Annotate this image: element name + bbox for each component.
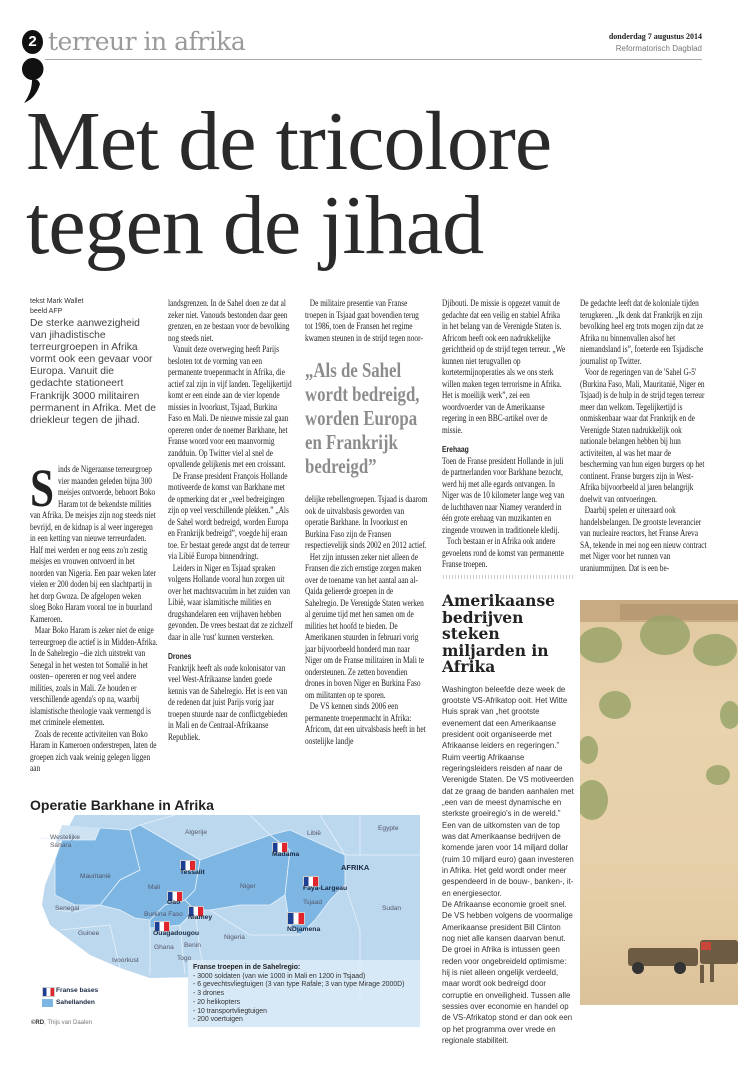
article-column-1	[30, 458, 158, 775]
base-madama: Madama	[272, 851, 300, 858]
map-label-ivoorkust: Ivoorkust	[112, 957, 139, 964]
base-gao: Gao	[167, 899, 181, 906]
legend-flag-icon	[42, 987, 55, 997]
paragraph: Voor de regeringen van de 'Sahel G-5' (Burkina Faso, Mali, Mauritanië, Niger en Tsjaad) is de hulp in de strijd tegen terreur meer dan welkom. Tegelijkertijd is onmiskenbaar waar dat Frankrijk en de Verenigde Staten nadrukkelijk ook nationale belangen hebben bij hun activiteiten, al was het maar de bescherming van hun eigen burgers op het continent. Franse burgers zijn in West-Afrika bijvoorbeeld al jaren belangrijk doelwit van ontvoeringen.	[580, 367, 705, 504]
paragraph: Toch bestaan er in Afrika ook andere gevoelens rond de komst van permanente Franse troepen.	[442, 536, 564, 569]
map-label-sudan: Sudan	[382, 905, 402, 912]
legend-sahellanden: Sahellanden	[56, 999, 95, 1006]
map-label-libie: Libië	[307, 830, 321, 837]
lede: De sterke aanwezigheid van jihadistische terreurgroepen in Afrika vormt ook een gevaar voor Europa. Vanuit die gedachte stationeert Frankrijk 3000 militairen permanent in Afrika. Met de driekleur tegen de jihad.	[30, 318, 156, 426]
troops-title: Franse troepen in de Sahelregio:	[193, 964, 301, 971]
base-faya-largeau: Faya-Largeau	[303, 885, 348, 892]
article-column-3	[305, 298, 428, 747]
map-label-westelijke-sahara: Westelijke Sahara	[50, 834, 80, 849]
paragraph: Daarbij spelen er uiteraard ook handelsbelangen. De grootste leverancier van nucleaire reactors, het Franse Areva SA, tekende in mei nog een nieuw contract met Niger voor het runnen van uraniummijnen. Dat is een be-	[580, 505, 707, 573]
troops-item: - 10 transportvliegtuigen	[193, 1007, 267, 1015]
paragraph: Maar Boko Haram is zeker niet de enige terreurgroep die actief is in Midden-Afrika. In de Sahelregio –die zich uitstrekt van Senegal in het westen tot Somalië in het oosten– opereren er nog veel andere milities, zoals in Mali. Ze houden er verschillende agenda's op na, waarbij islamistische theologie vaak vermengd is met criminele elementen.	[30, 625, 158, 727]
headline	[26, 95, 552, 272]
map-label-mali: Mali	[148, 884, 161, 891]
sidebar-paragraph: Washington beleefde deze week de grootste VS-Afrikatop ooit. Het Witte Huis sprak van „het grootste evenement dat een Amerikaanse president ooit organiseerde met Afrikaanse leiders en regeringen.” Ruim veertig Afrikaanse regeringsleiders reisden af naar de Verenigde Staten. De VS motiveerden dat ze graag de banden aanhalen met „een van de meest dynamische en sterkste groeiregio's in de wereld.” Een van de uitkomsten van de top was dat Amerikaanse bedrijven de komende jaren voor 14 miljard dollar (ruim 10 miljard euro) gaan investeren in Afrika. Het geld wordt onder meer gespendeerd in de bouw-, banken-, it- en energiesector.	[442, 684, 574, 898]
map-credit	[31, 1020, 92, 1026]
section-title: terreur in afrika	[48, 27, 246, 56]
dotted-divider	[442, 575, 574, 579]
map-title: Operatie Barkhane in Afrika	[30, 797, 214, 813]
base-ndjamena: NDjamena	[287, 926, 321, 933]
article-column-5	[580, 298, 708, 574]
subheading-erehaag: Erehaag	[442, 444, 469, 454]
byline-text: tekst Mark Wallet	[30, 298, 84, 305]
base-ouagadougou: Ouagadougou	[153, 930, 200, 937]
photo-french-troops-desert	[580, 600, 738, 1005]
issue-date: donderdag 7 augustus 2014	[608, 32, 702, 41]
map-label-benin: Benin	[184, 942, 201, 949]
article-column-4	[442, 298, 567, 571]
section-number: 2	[22, 30, 43, 54]
paragraph: Vanuit deze overweging heeft Parijs besloten tot de vorming van een permanente troepenmacht in Afrika, die actief zal zijn in vijf landen. Tegelijkertijd komt er een einde aan de vier lopende missies in Ivoorkust, Tsjaad, Burkina Faso en Mali. De nieuwe missie zal gaan opereren onder de noemer Barkhane, het Franse woord voor een maanvormig zandduin. Op Twitter viel al snel de opvallende gelijkenis met een croissant.	[168, 344, 292, 469]
sidebar-paragraph: De groei in Afrika is intussen geen reden voor ongebreideld optimisme: hij is niet alleen ongelijk verdeeld, maar wordt ook bedreigd door corruptie en onveiligheid. Tussen alle sessies over economie en handel op de VS-Afrikatop stond er dan ook een op het programma over vrede en regionale stabiliteit.	[442, 945, 573, 1046]
map-label-afrika: AFRIKA	[341, 863, 370, 872]
credit-rd: ©RD	[31, 1020, 45, 1026]
paragraph: Frankrijk heeft als oude kolonisator van veel West-Afrikaanse landen goede kennis van de Sahelregio. Het is een van de redenen dat juist Parijs vorig jaar troepen stuurde naar de conflictgebieden in Mali en de Centraal-Afrikaanse Republiek.	[168, 662, 288, 742]
troops-item: - 20 helikopters	[193, 998, 241, 1006]
map-label-ghana: Ghana	[154, 944, 174, 951]
sidebar-title: Amerikaanse bedrijven steken miljarden in Afrika	[442, 591, 556, 676]
paragraph: De militaire presentie van Franse troepen in Tsjaad gaat bovendien terug tot 1986, toen de Fransen het regime kwamen steunen in de strijd tegen noor-	[305, 298, 423, 343]
paragraph: De VS kennen sinds 2006 een permanente troepenmacht in Afrika: Africom, dat een uitvalsbasis heeft in het oostelijke landje	[305, 701, 426, 746]
base-niamey: Niamey	[188, 914, 213, 921]
map-label-niger: Niger	[240, 883, 256, 890]
subheading-drones: Drones	[168, 651, 192, 661]
headline-line-1: Met de tricolore	[26, 95, 552, 188]
paragraph: Djibouti. De missie is opgezet vanuit de gedachte dat een veilig en stabiel Afrika in het belang van de Verenigde Staten is. Africom heeft ook een nadrukkelijke gerichtheid op de strijd tegen terreur. „We kunnen niet terugvallen op kortetermijnoperaties als we ons sterk willen maken tegen terrorisme in Afrika. Het is moeilijk werk”, zei een woordvoerder van de Amerikaanse regering in een BBC-artikel over de missie.	[442, 298, 566, 435]
map-label-mauritanie: Mauritanië	[80, 873, 111, 880]
paragraph: Leiders in Niger en Tsjaad spraken volgens Hollande vooral hun zorgen uit over het machtsvacuüm in het zuiden van Libië, waar islamitische milities en drugshandelaren een vrijhaven hebben gevonden. De vrees bestaat dat ze zichzelf daar in alle 'rust' kunnen versterken.	[168, 562, 293, 642]
troops-item: - 6 gevechtsvliegtuigen (3 van type Rafale; 3 van type Mirage 2000D)	[193, 981, 405, 989]
paragraph: Het zijn intussen zeker niet alleen de Fransen die zich ernstige zorgen maken over de toename van het aantal aan al-Qaida gelieerde groepen in de Sahelregio. De Verenigde Staten werken al geruime tijd met hen samen om de milities het hoofd te bieden. De Amerikanen stuurden in februari vorig jaar bijvoorbeeld honderd man naar Niger om de Franse militairen in Mali te ondersteunen. Ze zetten bovendien drones in boven Niger en Burkina Faso om militanten op te sporen.	[305, 551, 424, 700]
french-flag-icon	[287, 912, 305, 925]
base-tessalit: Tessalit	[180, 869, 205, 876]
byline-photo: beeld AFP	[30, 308, 63, 315]
map-label-senegal: Senegal	[55, 905, 80, 912]
map-label-burkina-faso: Burkina Faso	[144, 911, 183, 918]
map-label-nigeria: Nigeria	[224, 934, 245, 941]
legend-sahel-swatch	[42, 999, 53, 1007]
sidebar-box	[442, 575, 574, 1047]
paragraph: Zoals de recente activiteiten van Boko Haram in Kameroen onderstrepen, laten de groepen zich vaak weinig gelegen liggen aan	[30, 728, 157, 773]
paragraph: Toen de Franse president Hollande in juli de partnerlanden voor Barkhane bezocht, werd hij met alle egards ontvangen. In Niger was de 10 kilometer lange weg van de luchthaven naar Niamey veranderd in één grote erehaag van muzikanten en zingende vrouwen in traditionele kledij.	[442, 455, 565, 535]
map-label-togo: Togo	[177, 955, 192, 962]
header-rule	[45, 59, 702, 60]
troops-item: - 3000 soldaten (van wie 1000 in Mali en 1200 in Tsjaad)	[193, 972, 366, 980]
map-label-guinee: Guinee	[78, 930, 100, 937]
paragraph: De gedachte leeft dat de koloniale tijden terugkeren. „Ik denk dat Frankrijk en zijn bevolking heel erg trots mogen zijn dat ze Afrika nu binnenvallen alsof het niemandsland is”, foeterde een Tsjadische journalist op Twitter.	[580, 298, 704, 366]
sidebar-paragraph: De Afrikaanse economie groeit snel. De VS hebben volgens de voormalige Amerikaanse president Bill Clinton nog niet alle kansen daarvan benut.	[442, 900, 573, 944]
troops-info	[193, 964, 404, 1025]
newspaper-name: Reformatorisch Dagblad	[615, 44, 702, 53]
desert-scene-image	[580, 600, 738, 1005]
troops-item: - 3 drones	[193, 990, 225, 998]
map-label-egypte: Egypte	[378, 825, 399, 832]
troops-item: - 200 voertuigen	[193, 1016, 243, 1024]
paragraph: delijke rebellengroepen. Tsjaad is daarom ook de uitvalsbasis geworden van operatie Barkhane. In Ivoorkust en Burkina Faso zijn de Fransen respectievelijk sinds 2002 en 2012 actief.	[305, 494, 428, 550]
paragraph: De Franse president François Hollande motiveerde de komst van Barkhane met de opmerking dat er „veel bedreigingen zijn op veel verschillende plekken.” „Als de Sahel wordt bedreigd, worden Europa en Frankrijk bedreigd”, voegde hij eraan toe. Er bestaat gerede angst dat de terreur via Libië Europa binnendringt.	[168, 470, 290, 561]
map-label-tsjaad: Tsjaad	[303, 899, 323, 906]
headline-line-2: tegen de jihad	[26, 179, 484, 272]
paragraph: landsgrenzen. In de Sahel doen ze dat al zeker niet. Vanouds bestonden daar geen grenzen, en ze bestaan voor de bevolking nog steeds niet.	[168, 298, 290, 343]
pull-quote: „Als de Sahel wordt bedreigd, worden Europa en Frankrijk bedreigd”	[305, 358, 420, 478]
credit-name: , Thijs van Daalen	[44, 1020, 93, 1026]
paragraph: inds de Nigeraanse terreurgroep vier maanden geleden bijna 300 meisjes ontvoerde, behoort Boko Haram tot de bekendste milities van Afrika. De meisjes zijn nog steeds niet bevrijd, en de kidnap is al weer ingeregen in een ketting van nieuwe terreurdaden. Half mei werden er nog eens zo'n zestig meisjes en vrouwen ontvoerd in het noorden van Nigeria. Een paar weken later vielen er 200 doden bij een slachtpartij in het dorp Gwoza. De afgelopen weken sloeg Boko Haram vooral toe in buurland Kameroen.	[30, 464, 156, 624]
article-column-2	[168, 298, 293, 743]
map-label-algerije: Algerije	[185, 829, 207, 836]
legend-franse-bases: Franse bases	[56, 987, 99, 994]
byline	[30, 297, 83, 317]
drop-cap: S	[30, 458, 55, 518]
